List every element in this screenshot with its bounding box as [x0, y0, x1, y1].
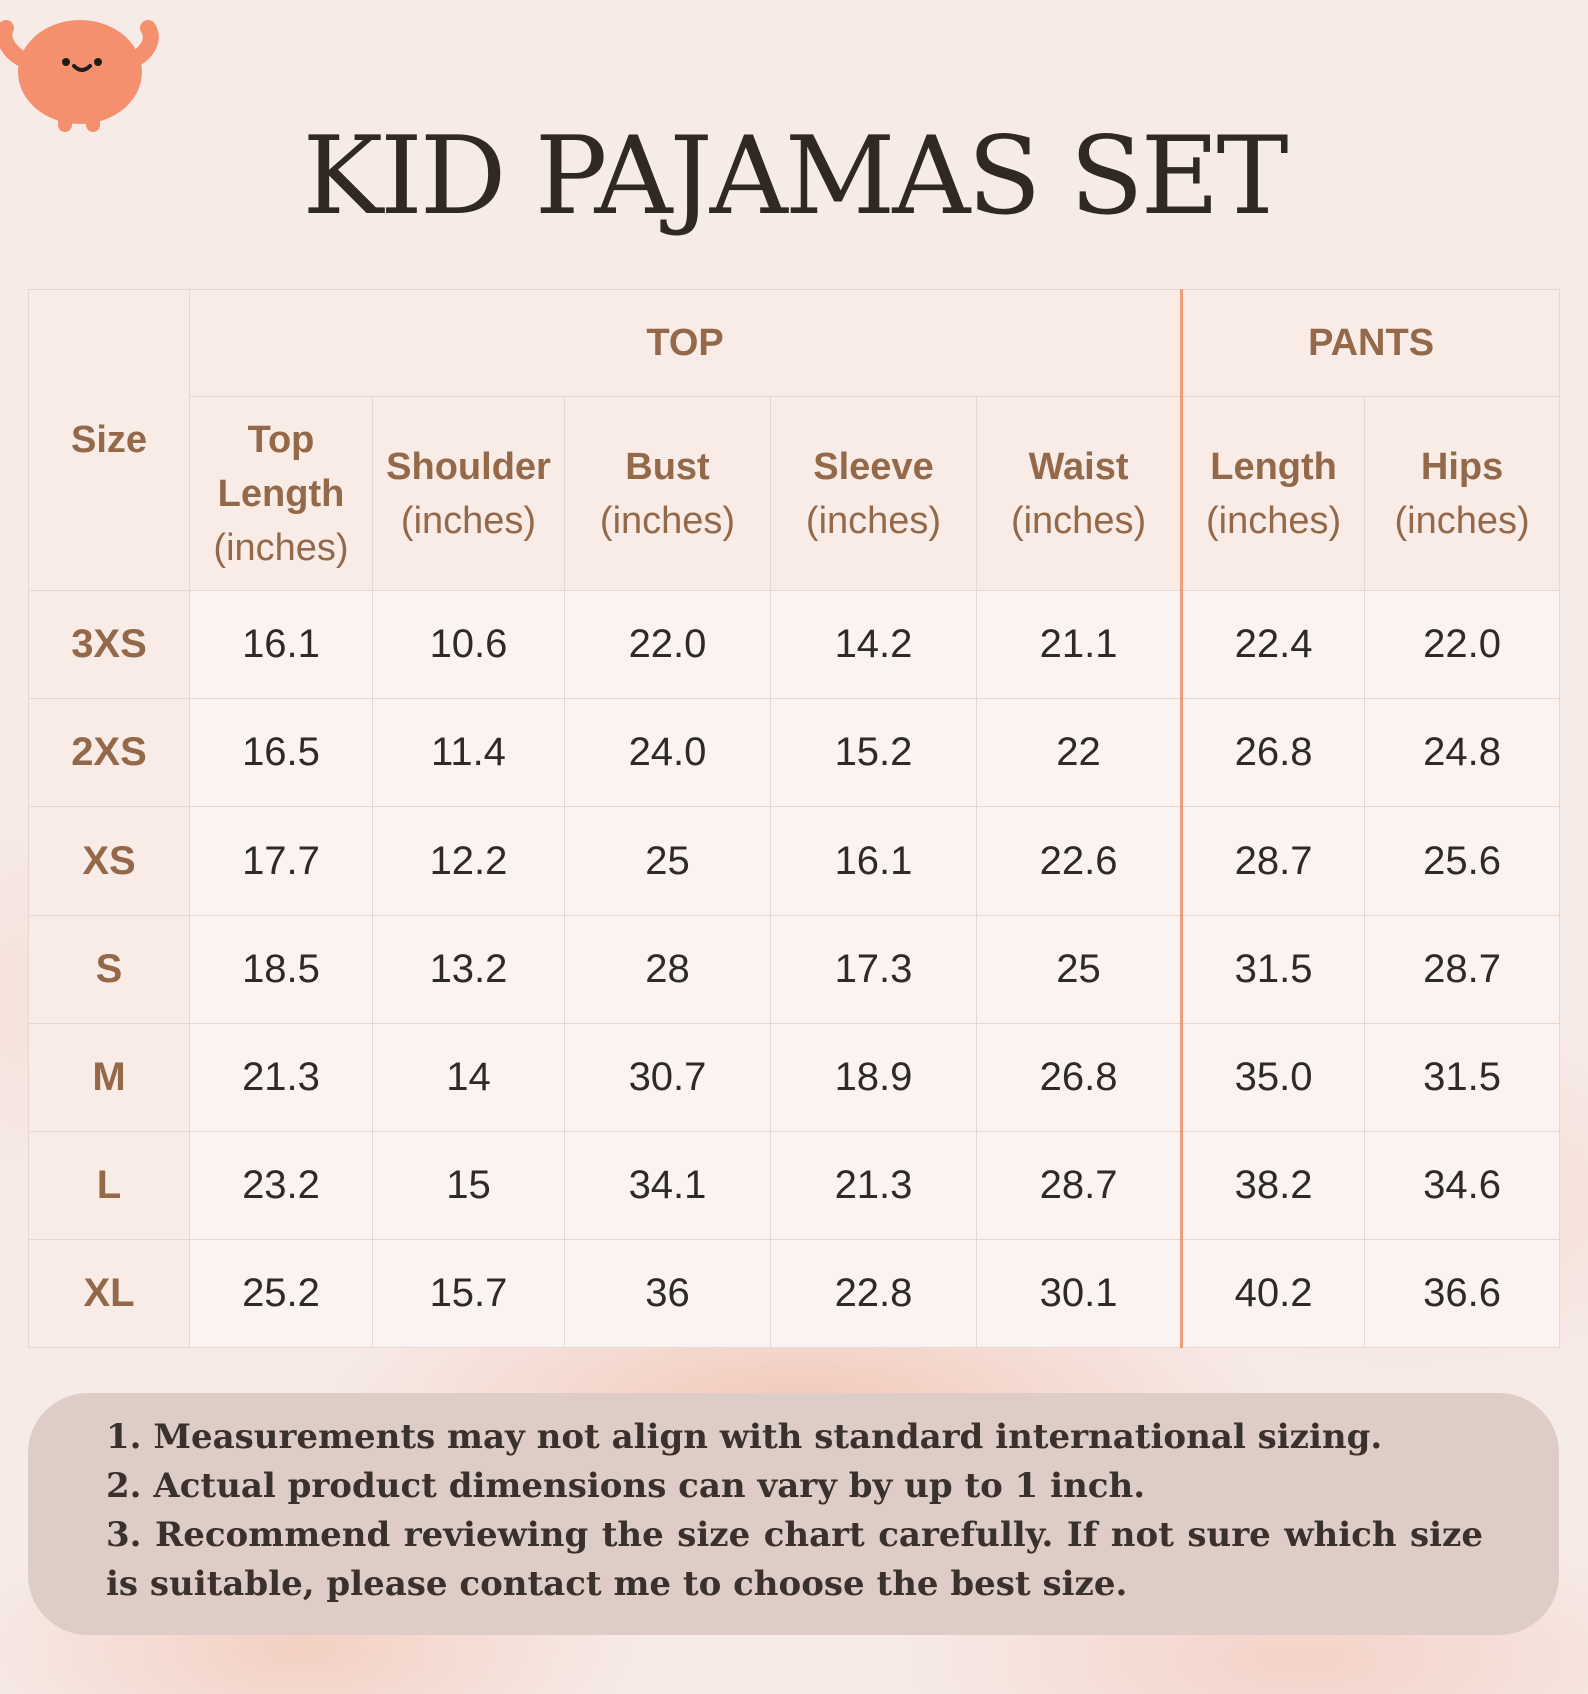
sleeve-cell: 14.2	[771, 591, 977, 699]
note-item: 2. Actual product dimensions can vary by up to 1 inch.	[106, 1466, 1146, 1506]
shoulder-cell: 15	[373, 1131, 565, 1239]
top-length-header-line1: Top	[247, 418, 315, 461]
table-row	[29, 591, 1560, 699]
length-header	[1182, 397, 1365, 591]
hips-cell: 34.6	[1365, 1131, 1560, 1239]
size-cell: M	[29, 1023, 190, 1131]
waist-cell: 21.1	[977, 591, 1182, 699]
top-group-header: TOP	[190, 290, 1182, 397]
length-header-label: Length	[1210, 445, 1337, 488]
length-cell: 38.2	[1182, 1131, 1365, 1239]
size-cell: 3XS	[29, 591, 190, 699]
hips-cell: 22.0	[1365, 591, 1560, 699]
top-length-cell: 17.7	[190, 807, 373, 915]
page-title: KID PAJAMAS SET	[302, 114, 1286, 239]
bust-cell: 24.0	[565, 699, 771, 807]
group-header-row	[29, 290, 1560, 397]
sleeve-cell: 16.1	[771, 807, 977, 915]
hips-header	[1365, 397, 1560, 591]
top-length-unit: (inches)	[213, 526, 349, 569]
hips-cell: 31.5	[1365, 1023, 1560, 1131]
hips-cell: 28.7	[1365, 915, 1560, 1023]
table-row	[29, 1023, 1560, 1131]
shoulder-header	[373, 397, 565, 591]
notes-panel	[28, 1393, 1559, 1635]
bust-unit: (inches)	[599, 499, 736, 542]
length-cell: 31.5	[1182, 915, 1365, 1023]
bust-header	[565, 397, 771, 591]
bust-cell: 25	[565, 807, 771, 915]
top-length-cell: 18.5	[190, 915, 373, 1023]
sleeve-cell: 18.9	[771, 1023, 977, 1131]
hips-header-label: Hips	[1420, 445, 1504, 488]
table-row	[29, 915, 1560, 1023]
top-length-header-line2: Length	[217, 472, 345, 515]
bust-cell: 22.0	[565, 591, 771, 699]
bust-cell: 30.7	[565, 1023, 771, 1131]
size-cell: S	[29, 915, 190, 1023]
hips-unit: (inches)	[1394, 499, 1530, 542]
length-cell: 26.8	[1182, 699, 1365, 807]
table-row	[29, 1131, 1560, 1239]
waist-header	[977, 397, 1182, 591]
shoulder-header-label: Shoulder	[386, 445, 551, 488]
shoulder-cell: 13.2	[373, 915, 565, 1023]
shoulder-cell: 11.4	[373, 699, 565, 807]
bust-cell: 34.1	[565, 1131, 771, 1239]
length-cell: 35.0	[1182, 1023, 1365, 1131]
top-length-cell: 16.5	[190, 699, 373, 807]
length-cell: 28.7	[1182, 807, 1365, 915]
note-item: 3. Recommend reviewing the size chart carefully. If not sure which size is suitable, please contact me to choose the best size.	[106, 1515, 1483, 1604]
sleeve-cell: 15.2	[771, 699, 977, 807]
waist-unit: (inches)	[1010, 499, 1147, 542]
hips-cell: 36.6	[1365, 1239, 1560, 1347]
waist-cell: 28.7	[977, 1131, 1182, 1239]
size-cell: XS	[29, 807, 190, 915]
table-row	[29, 699, 1560, 807]
size-chart-table	[28, 289, 1560, 1348]
shoulder-cell: 10.6	[373, 591, 565, 699]
size-column-header: Size	[29, 290, 190, 591]
waist-cell: 22.6	[977, 807, 1182, 915]
sleeve-cell: 22.8	[771, 1239, 977, 1347]
sleeve-header	[771, 397, 977, 591]
sleeve-cell: 21.3	[771, 1131, 977, 1239]
waist-cell: 22	[977, 699, 1182, 807]
hips-cell: 24.8	[1365, 699, 1560, 807]
waist-cell: 25	[977, 915, 1182, 1023]
length-unit: (inches)	[1205, 499, 1342, 542]
sleeve-header-label: Sleeve	[813, 445, 934, 488]
sleeve-unit: (inches)	[805, 499, 942, 542]
top-length-cell: 25.2	[190, 1239, 373, 1347]
note-item: 1. Measurements may not align with standard international sizing.	[106, 1417, 1383, 1457]
length-cell: 22.4	[1182, 591, 1365, 699]
bust-cell: 36	[565, 1239, 771, 1347]
waist-cell: 30.1	[977, 1239, 1182, 1347]
table-row	[29, 1239, 1560, 1347]
pants-group-header: PANTS	[1182, 290, 1560, 397]
waist-header-label: Waist	[1028, 445, 1129, 488]
top-length-header	[190, 397, 373, 591]
waist-cell: 26.8	[977, 1023, 1182, 1131]
bust-header-label: Bust	[625, 445, 710, 488]
top-length-cell: 16.1	[190, 591, 373, 699]
shoulder-cell: 12.2	[373, 807, 565, 915]
size-cell: 2XS	[29, 699, 190, 807]
column-header-row	[29, 397, 1560, 591]
sleeve-cell: 17.3	[771, 915, 977, 1023]
shoulder-cell: 15.7	[373, 1239, 565, 1347]
table-row	[29, 807, 1560, 915]
top-length-cell: 23.2	[190, 1131, 373, 1239]
size-cell: L	[29, 1131, 190, 1239]
bust-cell: 28	[565, 915, 771, 1023]
shoulder-unit: (inches)	[400, 499, 537, 542]
top-length-cell: 21.3	[190, 1023, 373, 1131]
size-cell: XL	[29, 1239, 190, 1347]
hips-cell: 25.6	[1365, 807, 1560, 915]
shoulder-cell: 14	[373, 1023, 565, 1131]
length-cell: 40.2	[1182, 1239, 1365, 1347]
